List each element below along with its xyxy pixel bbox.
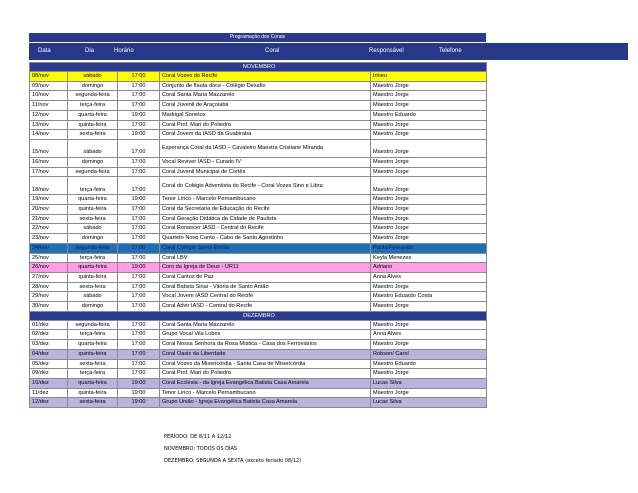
weekday-cell: terça-feira — [68, 177, 118, 195]
responsible-cell: Maestro Jorge — [371, 214, 487, 224]
choir-cell: Coral LBV — [160, 253, 371, 263]
date-cell: 27/nov — [30, 272, 68, 282]
date-cell: 11/dez — [30, 388, 68, 398]
date-cell: 16/nov — [30, 157, 68, 167]
table-row — [30, 81, 487, 91]
weekday-cell: domingo — [68, 157, 118, 167]
choir-cell: Coral do Colégio Adventista do Recife - Coral Vozes Sino e Libra — [160, 177, 371, 195]
choir-cell: Coral da Secretaria de Educação do Recife — [160, 205, 371, 215]
table-row — [30, 101, 487, 111]
table-row — [30, 282, 487, 292]
time-cell: 17:00 — [118, 359, 160, 369]
time-cell: 19:00 — [118, 263, 160, 273]
choir-cell: Coral Jovem da IASD da Guabiraba — [160, 130, 371, 140]
column-header-row — [29, 43, 628, 60]
choir-cell: Esperança Coral da IASD – Cavaleiro Maestra Cristiane Miranda — [160, 139, 371, 157]
table-row — [30, 263, 487, 273]
table-row — [30, 72, 487, 82]
date-cell: 10/dez — [30, 378, 68, 388]
date-cell: 20/nov — [30, 205, 68, 215]
weekday-cell: quarta-feira — [68, 263, 118, 273]
weekday-cell: segunda-feira — [68, 243, 118, 253]
responsible-cell: Maestro Jorge — [371, 139, 487, 157]
table-row — [30, 272, 487, 282]
choir-cell: Grupo União - Igreja Evangélica Batista Casa Amarela — [160, 398, 371, 408]
time-cell: 17:00 — [118, 157, 160, 167]
time-cell: 19:00 — [118, 398, 160, 408]
responsible-cell: Paula/Fernando — [371, 243, 487, 253]
weekday-cell: quinta-feira — [68, 388, 118, 398]
table-row — [30, 157, 487, 167]
choir-cell: Coral Cantos de Paz — [160, 272, 371, 282]
section-title: NOVEMBRO — [30, 63, 487, 72]
page-title: Programação dos Corais — [29, 33, 486, 42]
responsible-cell: Adriano — [371, 263, 487, 273]
choir-cell: Coral Juvenil de Araçoiaba — [160, 101, 371, 111]
table-row — [30, 167, 487, 177]
date-cell: 08/nov — [30, 72, 68, 82]
section-header — [30, 63, 487, 72]
table-row — [30, 340, 487, 350]
date-cell: 11/nov — [30, 101, 68, 111]
responsible-cell: Maestro Jorge — [371, 340, 487, 350]
date-cell: 30/nov — [30, 302, 68, 312]
table-row — [30, 130, 487, 140]
table-row — [30, 243, 487, 253]
responsible-cell: Lucas Silva — [371, 378, 487, 388]
time-cell: 17:00 — [118, 177, 160, 195]
time-cell: 17:00 — [118, 330, 160, 340]
date-cell: 25/nov — [30, 253, 68, 263]
date-cell: 28/nov — [30, 282, 68, 292]
table-row — [30, 110, 487, 120]
weekday-cell: domingo — [68, 81, 118, 91]
responsible-cell: Maestro Jorge — [371, 388, 487, 398]
header-responsavel: Responsável — [369, 48, 404, 54]
section-title: DEZEMBRO — [30, 311, 487, 320]
time-cell: 17:00 — [118, 340, 160, 350]
date-cell: 02/dez — [30, 330, 68, 340]
choir-cell: Coral Ecclesia - da Igreja Evangélica Batista Casa Amarela — [160, 378, 371, 388]
weekday-cell: quinta-feira — [68, 272, 118, 282]
weekday-cell: terça-feira — [68, 101, 118, 111]
choir-cell: Coral Oasis da Liberdade — [160, 349, 371, 359]
date-cell: 15/nov — [30, 139, 68, 157]
time-cell: 17:00 — [118, 167, 160, 177]
choir-cell: Coral Prof. Mari do Poliedro — [160, 369, 371, 379]
responsible-cell: Maestro Jorge — [371, 282, 487, 292]
choir-cell: Grupo Vocal Vila Lobos — [160, 330, 371, 340]
weekday-cell: quarta-feira — [68, 378, 118, 388]
responsible-cell: Maestro Jorge — [371, 177, 487, 195]
time-cell: 17:00 — [118, 120, 160, 130]
responsible-cell: Maestro Jorge — [371, 91, 487, 101]
choir-cell: Coral Santa Maria Mazzarelo — [160, 320, 371, 330]
time-cell: 17:00 — [118, 72, 160, 82]
date-cell: 01/dez — [30, 320, 68, 330]
choir-cell: Coral Vozes da Misericórdia - Santa Casa de Misericórdia — [160, 359, 371, 369]
responsible-cell: Maestro Eduardo Costa — [371, 292, 487, 302]
time-cell: 17:00 — [118, 302, 160, 312]
table-row — [30, 302, 487, 312]
date-cell: 05/dez — [30, 359, 68, 369]
table-row — [30, 139, 487, 157]
date-cell: 03/dez — [30, 340, 68, 350]
time-cell: 19:00 — [118, 130, 160, 140]
date-cell: 12/nov — [30, 110, 68, 120]
date-cell: 04/dez — [30, 349, 68, 359]
responsible-cell: Maestro Eduardo — [371, 359, 487, 369]
weekday-cell: sexta-feira — [68, 282, 118, 292]
responsible-cell: Maestro Jorge — [371, 205, 487, 215]
footer-december: DEZEMBRO: SEGUNDA A SEXTA (exceto feriado 08/12) — [164, 458, 302, 464]
table-row — [30, 349, 487, 359]
table-row — [30, 378, 487, 388]
responsible-cell: Maestro Jorge — [371, 120, 487, 130]
weekday-cell: quarta-feira — [68, 110, 118, 120]
weekday-cell: terça-feira — [68, 369, 118, 379]
choir-cell: Coral Geração Didática da Cidade de Paulista — [160, 214, 371, 224]
time-cell: 19:00 — [118, 388, 160, 398]
time-cell: 17:00 — [118, 139, 160, 157]
choir-cell: Vocal Reviver IASD - Curado IV — [160, 157, 371, 167]
responsible-cell: Maestro Jorge — [371, 302, 487, 312]
header-data: Data — [38, 48, 51, 54]
table-row — [30, 330, 487, 340]
responsible-cell: Lucas Silva — [371, 398, 487, 408]
choir-cell: Tenor Lírico - Marcelo Pernambucano — [160, 195, 371, 205]
weekday-cell: quinta-feira — [68, 120, 118, 130]
date-cell: 24/nov — [30, 243, 68, 253]
responsible-cell: Maestro Jorge — [371, 224, 487, 234]
table-row — [30, 205, 487, 215]
weekday-cell: sábado — [68, 72, 118, 82]
weekday-cell: segunda-feira — [68, 320, 118, 330]
time-cell: 19:00 — [118, 195, 160, 205]
responsible-cell: Maestro Jorge — [371, 157, 487, 167]
date-cell: 12/dez — [30, 398, 68, 408]
weekday-cell: sábado — [68, 139, 118, 157]
table-row — [30, 234, 487, 244]
responsible-cell: Maestro Jorge — [371, 320, 487, 330]
footer-notes — [164, 431, 301, 467]
date-cell: 17/nov — [30, 167, 68, 177]
date-cell: 13/nov — [30, 120, 68, 130]
time-cell: 17:00 — [118, 101, 160, 111]
time-cell: 17:00 — [118, 81, 160, 91]
choir-cell: Madrigal Sonetos — [160, 110, 371, 120]
weekday-cell: quinta-feira — [68, 205, 118, 215]
table-row — [30, 253, 487, 263]
responsible-cell: Anna Alves — [371, 272, 487, 282]
choir-cell: Coral Vozes do Recife — [160, 72, 371, 82]
time-cell: 17:00 — [118, 320, 160, 330]
date-cell: 19/nov — [30, 195, 68, 205]
table-row — [30, 292, 487, 302]
time-cell: 17:00 — [118, 243, 160, 253]
weekday-cell: quarta-feira — [68, 195, 118, 205]
weekday-cell: sexta-feira — [68, 130, 118, 140]
table-row — [30, 195, 487, 205]
table-row — [30, 369, 487, 379]
responsible-cell: Maestro Jorge — [371, 101, 487, 111]
time-cell: 17:00 — [118, 369, 160, 379]
responsible-cell: Maestro Jorge — [371, 81, 487, 91]
responsible-cell: Maestro Jorge — [371, 234, 487, 244]
header-dia: Dia — [85, 48, 95, 54]
table-row — [30, 398, 487, 408]
weekday-cell: sábado — [68, 224, 118, 234]
table-row — [30, 120, 487, 130]
choir-cell: Coral Renascer IASD - Central do Recife — [160, 224, 371, 234]
weekday-cell: sábado — [68, 292, 118, 302]
choir-cell: Coral Batista Sinai - Vitória de Santo Antão — [160, 282, 371, 292]
responsible-cell: Maestro Jorge — [371, 195, 487, 205]
time-cell: 17:00 — [118, 282, 160, 292]
time-cell: 17:00 — [118, 205, 160, 215]
time-cell: 17:00 — [118, 292, 160, 302]
date-cell: 23/nov — [30, 234, 68, 244]
choir-cell: Coral Colégio Santa Emília — [160, 243, 371, 253]
choir-cell: Conjunto de flauta doce - Colégio Desafio — [160, 81, 371, 91]
date-cell: 21/nov — [30, 214, 68, 224]
date-cell: 10/nov — [30, 91, 68, 101]
weekday-cell: domingo — [68, 302, 118, 312]
responsible-cell: Keyla Menezes — [371, 253, 487, 263]
table-row — [30, 320, 487, 330]
responsible-cell: Robson/ Carol — [371, 349, 487, 359]
time-cell: 17:00 — [118, 253, 160, 263]
choir-cell: Coral Prof. Mari do Poliedro — [160, 120, 371, 130]
time-cell: 19:00 — [118, 378, 160, 388]
date-cell: 26/nov — [30, 263, 68, 273]
responsible-cell: Anna Alves — [371, 330, 487, 340]
weekday-cell: terça-feira — [68, 330, 118, 340]
responsible-cell: Maestro Jorge — [371, 167, 487, 177]
weekday-cell: sexta-feira — [68, 214, 118, 224]
table-row — [30, 359, 487, 369]
schedule-table — [29, 62, 487, 408]
responsible-cell: Maestro Jorge — [371, 130, 487, 140]
choir-cell: Quarteto Novo Canto - Cabo de Santo Agostinho — [160, 234, 371, 244]
date-cell: 29/nov — [30, 292, 68, 302]
time-cell: 17:00 — [118, 214, 160, 224]
choir-cell: Coral Juvenil Municipal de Cortês — [160, 167, 371, 177]
table-row — [30, 224, 487, 234]
responsible-cell: Maestro Jorge — [371, 369, 487, 379]
responsible-cell: Irineu — [371, 72, 487, 82]
section-header — [30, 311, 487, 320]
time-cell: 17:00 — [118, 234, 160, 244]
header-horario: Horário — [114, 48, 134, 54]
weekday-cell: quarta-feira — [68, 340, 118, 350]
table-row — [30, 214, 487, 224]
weekday-cell: quinta-feira — [68, 349, 118, 359]
date-cell: 22/nov — [30, 224, 68, 234]
weekday-cell: domingo — [68, 234, 118, 244]
date-cell: 18/nov — [30, 177, 68, 195]
footer-period: PERÍODO: DE 8/11 A 12/12 — [164, 434, 232, 440]
time-cell: 19:00 — [118, 110, 160, 120]
choir-cell: Tenor Lírico - Marcelo Pernambucano — [160, 388, 371, 398]
time-cell: 17:00 — [118, 224, 160, 234]
date-cell: 09/nov — [30, 81, 68, 91]
table-row — [30, 177, 487, 195]
weekday-cell: segunda-feira — [68, 91, 118, 101]
table-row — [30, 388, 487, 398]
time-cell: 17:00 — [118, 91, 160, 101]
time-cell: 17:00 — [118, 349, 160, 359]
weekday-cell: sexta-feira — [68, 398, 118, 408]
responsible-cell: Maestro Eduardo — [371, 110, 487, 120]
choir-cell: Coral Advir IASD - Central do Recife — [160, 302, 371, 312]
date-cell: 14/nov — [30, 130, 68, 140]
weekday-cell: terça-feira — [68, 253, 118, 263]
header-telefone: Telefone — [439, 48, 462, 54]
choir-cell: Coral Nossa Senhora da Rosa Mística - Casa dos Ferroviários — [160, 340, 371, 350]
choir-cell: Coro da Igreja de Deus - UR11 — [160, 263, 371, 273]
choir-cell: Vocal Jovem IASD Central do Recife — [160, 292, 371, 302]
table-row — [30, 91, 487, 101]
date-cell: 09/dez — [30, 369, 68, 379]
footer-november: NOVEMBRO: TODOS OS DIAS — [164, 446, 238, 452]
choir-cell: Coral Santa Maria Mazzarelo — [160, 91, 371, 101]
header-coral: Coral — [265, 48, 280, 54]
time-cell: 17:00 — [118, 272, 160, 282]
weekday-cell: segunda-feira — [68, 167, 118, 177]
weekday-cell: sexta-feira — [68, 359, 118, 369]
